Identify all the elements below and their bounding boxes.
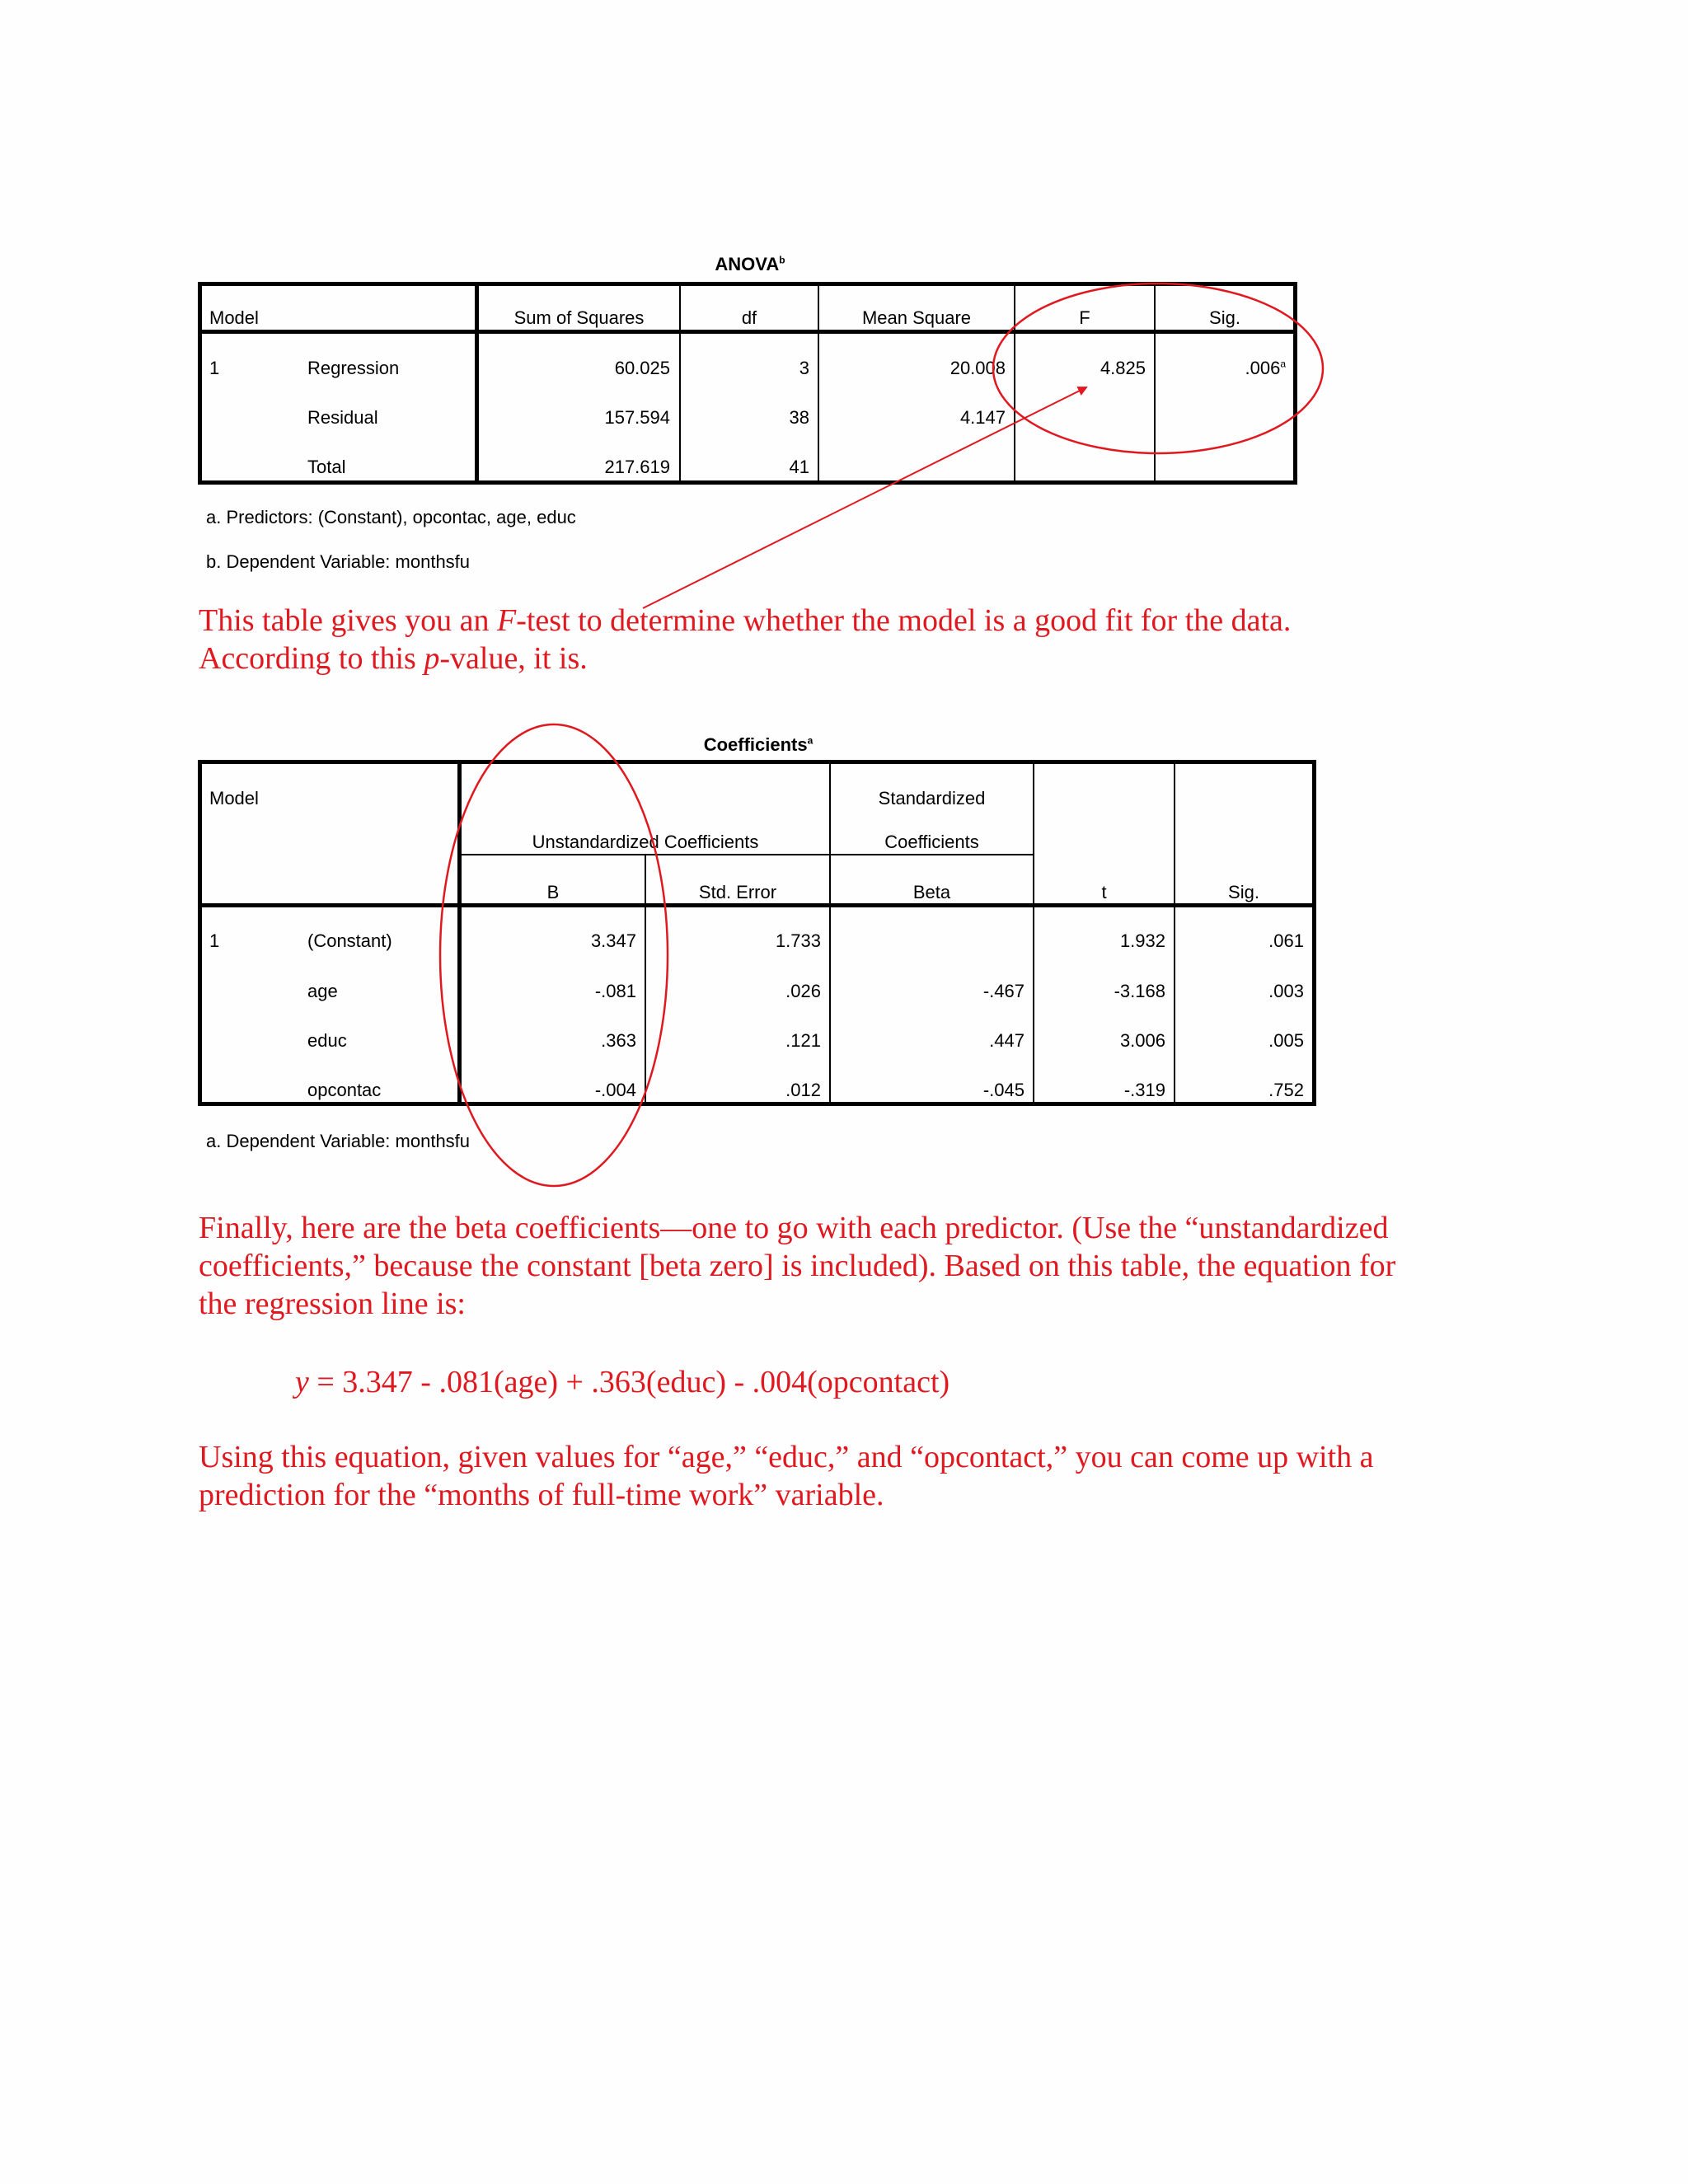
coef-row-label: educ (307, 1030, 347, 1051)
coef-row-t: -3.168 (1114, 981, 1165, 1001)
equation-rest: = 3.347 - .081(age) + .363(educ) - .004(opcontact) (308, 1365, 950, 1399)
coef-header-model: Model (209, 788, 259, 808)
anova-row-ss: 217.619 (604, 457, 670, 477)
coef-row-sig: .005 (1268, 1030, 1304, 1051)
coef-title-text: Coefficients (703, 734, 808, 755)
coef-header-std-top: Standardized (878, 788, 986, 808)
anova-model-number: 1 (209, 358, 220, 378)
note-ftest-line1-italic: F (496, 603, 517, 638)
coef-row-se: .121 (785, 1030, 821, 1051)
coef-row-beta: .447 (989, 1030, 1025, 1051)
anova-row-df: 3 (799, 358, 809, 378)
ftest-pointer-arrow (643, 387, 1086, 608)
note-ftest-line2-italic: p (424, 641, 440, 676)
anova-header-f: F (1079, 307, 1090, 328)
coef-header-beta: Beta (912, 882, 951, 902)
anova-row-ms: 20.008 (950, 358, 1006, 378)
anova-row-df: 41 (789, 457, 809, 477)
coef-row-sig: .061 (1268, 930, 1304, 951)
coef-row-sig: .003 (1268, 981, 1304, 1001)
anova-header-ms: Mean Square (861, 307, 972, 328)
coef-header-std-bottom: Coefficients (884, 832, 979, 852)
coef-row-label: age (307, 981, 338, 1001)
anova-row-label: Regression (307, 358, 400, 378)
anova-row-label: Total (307, 457, 346, 477)
coef-row-se: .026 (785, 981, 821, 1001)
anova-header-ss: Sum of Squares (513, 307, 645, 328)
anova-header-df: df (741, 307, 757, 328)
coef-row-b: .363 (601, 1030, 636, 1051)
anova-row-ss: 157.594 (604, 407, 670, 428)
coef-row-b: -.004 (594, 1080, 636, 1100)
coef-row-label: opcontac (307, 1080, 382, 1100)
coef-header-sig: Sig. (1228, 882, 1259, 902)
note-ftest-line2-post: -value, it is. (439, 641, 588, 676)
coef-row-label: (Constant) (307, 930, 392, 951)
anova-highlight-ellipse (993, 284, 1323, 453)
coef-title-sup: a (807, 734, 814, 747)
note-coefficients-line2: coefficients,” because the constant [beta zero] is included). Based on this table, the equation for (199, 1249, 1396, 1283)
anova-row-sig-value: .006 (1245, 358, 1281, 378)
coef-b-highlight-ellipse (440, 724, 668, 1186)
note-ftest-line1-pre: This table gives you an (199, 603, 497, 638)
anova-row-ms: 4.147 (959, 407, 1006, 428)
anova-title-sup: b (779, 254, 785, 266)
anova-row-f: 4.825 (1100, 358, 1146, 378)
coef-model-number: 1 (209, 930, 220, 951)
note-coefficients-line1: Finally, here are the beta coefficients—one to go with each predictor. (Use the “unstandardized (199, 1211, 1389, 1245)
coef-row-b: 3.347 (590, 930, 636, 951)
coef-header-se: Std. Error (698, 882, 777, 902)
note-ftest-line1-post: -test to determine whether the model is a good fit for the data. (516, 603, 1292, 638)
coef-header-b: B (546, 882, 560, 902)
coef-row-t: -.319 (1123, 1080, 1165, 1100)
note-ftest-line2-pre: According to this (199, 641, 424, 676)
note-prediction-line2: prediction for the “months of full-time work” variable. (199, 1478, 884, 1512)
anova-row-ss: 60.025 (614, 358, 670, 378)
coef-row-b: -.081 (594, 981, 636, 1001)
anova-footnote-b: b. Dependent Variable: monthsfu (206, 551, 471, 572)
anova-row-label: Residual (307, 407, 378, 428)
coef-row-t: 1.932 (1119, 930, 1165, 951)
coef-row-beta: -.045 (982, 1080, 1025, 1100)
coef-row-se: 1.733 (775, 930, 821, 951)
coef-header-unstd: Unstandardized Coefficients (532, 832, 759, 852)
anova-row-sig-sup: a (1280, 358, 1286, 370)
anova-header-model: Model (209, 307, 259, 328)
coef-row-sig: .752 (1268, 1080, 1304, 1100)
anova-title-text: ANOVA (715, 254, 780, 274)
coef-footnote: a. Dependent Variable: monthsfu (206, 1131, 471, 1151)
coef-header-t: t (1101, 882, 1107, 902)
equation-y: y (295, 1365, 309, 1399)
anova-header-sig: Sig. (1209, 307, 1240, 328)
anova-row-df: 38 (789, 407, 809, 428)
note-coefficients-line3: the regression line is: (199, 1286, 466, 1321)
anova-footnote-a: a. Predictors: (Constant), opcontac, age, educ (206, 507, 576, 527)
note-prediction-line1: Using this equation, given values for “age,” “educ,” and “opcontact,” you can come up with a (199, 1440, 1374, 1474)
coef-row-t: 3.006 (1119, 1030, 1165, 1051)
coef-row-beta: -.467 (982, 981, 1025, 1001)
coef-row-se: .012 (785, 1080, 821, 1100)
